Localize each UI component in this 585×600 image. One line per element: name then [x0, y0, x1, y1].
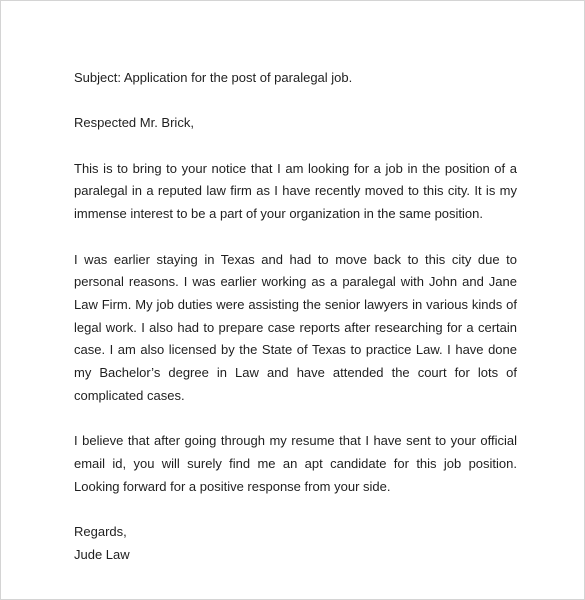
paragraph-intro: This is to bring to your notice that I am looking for a job in the position of a paralegal in a reputed law firm as I have recently moved to this city. It is my immense interest to be a part of your organization in the same position. [74, 160, 517, 222]
letter-body [74, 67, 517, 566]
paragraph-conclusion: I believe that after going through my resume that I have sent to your official email id, you will surely find me an apt candidate for this job position. Looking forward for a positive response from your side. [74, 433, 517, 494]
spacer [74, 135, 517, 158]
paragraph-background: I was earlier staying in Texas and had to move back to this city due to personal reasons. I was earlier working as a paralegal with John and Jane Law Firm. My job duties were assisting the senior lawyers in various kinds of legal work. I also had to prepare case reports after researching for a certain case. I am also licensed by the State of Texas to practice Law. I have done my Bachelor’s degree in Law and have attended the court for lots of complicated cases. [74, 251, 517, 403]
spacer [74, 90, 517, 113]
spacer [74, 226, 517, 249]
closing: Regards, [74, 523, 127, 539]
spacer [74, 408, 517, 431]
salutation: Respected Mr. Brick, [74, 115, 194, 131]
subject-line: Subject: Application for the post of paralegal job. [74, 70, 353, 85]
spacer [74, 498, 517, 521]
signature-name: Jude Law [74, 546, 130, 562]
